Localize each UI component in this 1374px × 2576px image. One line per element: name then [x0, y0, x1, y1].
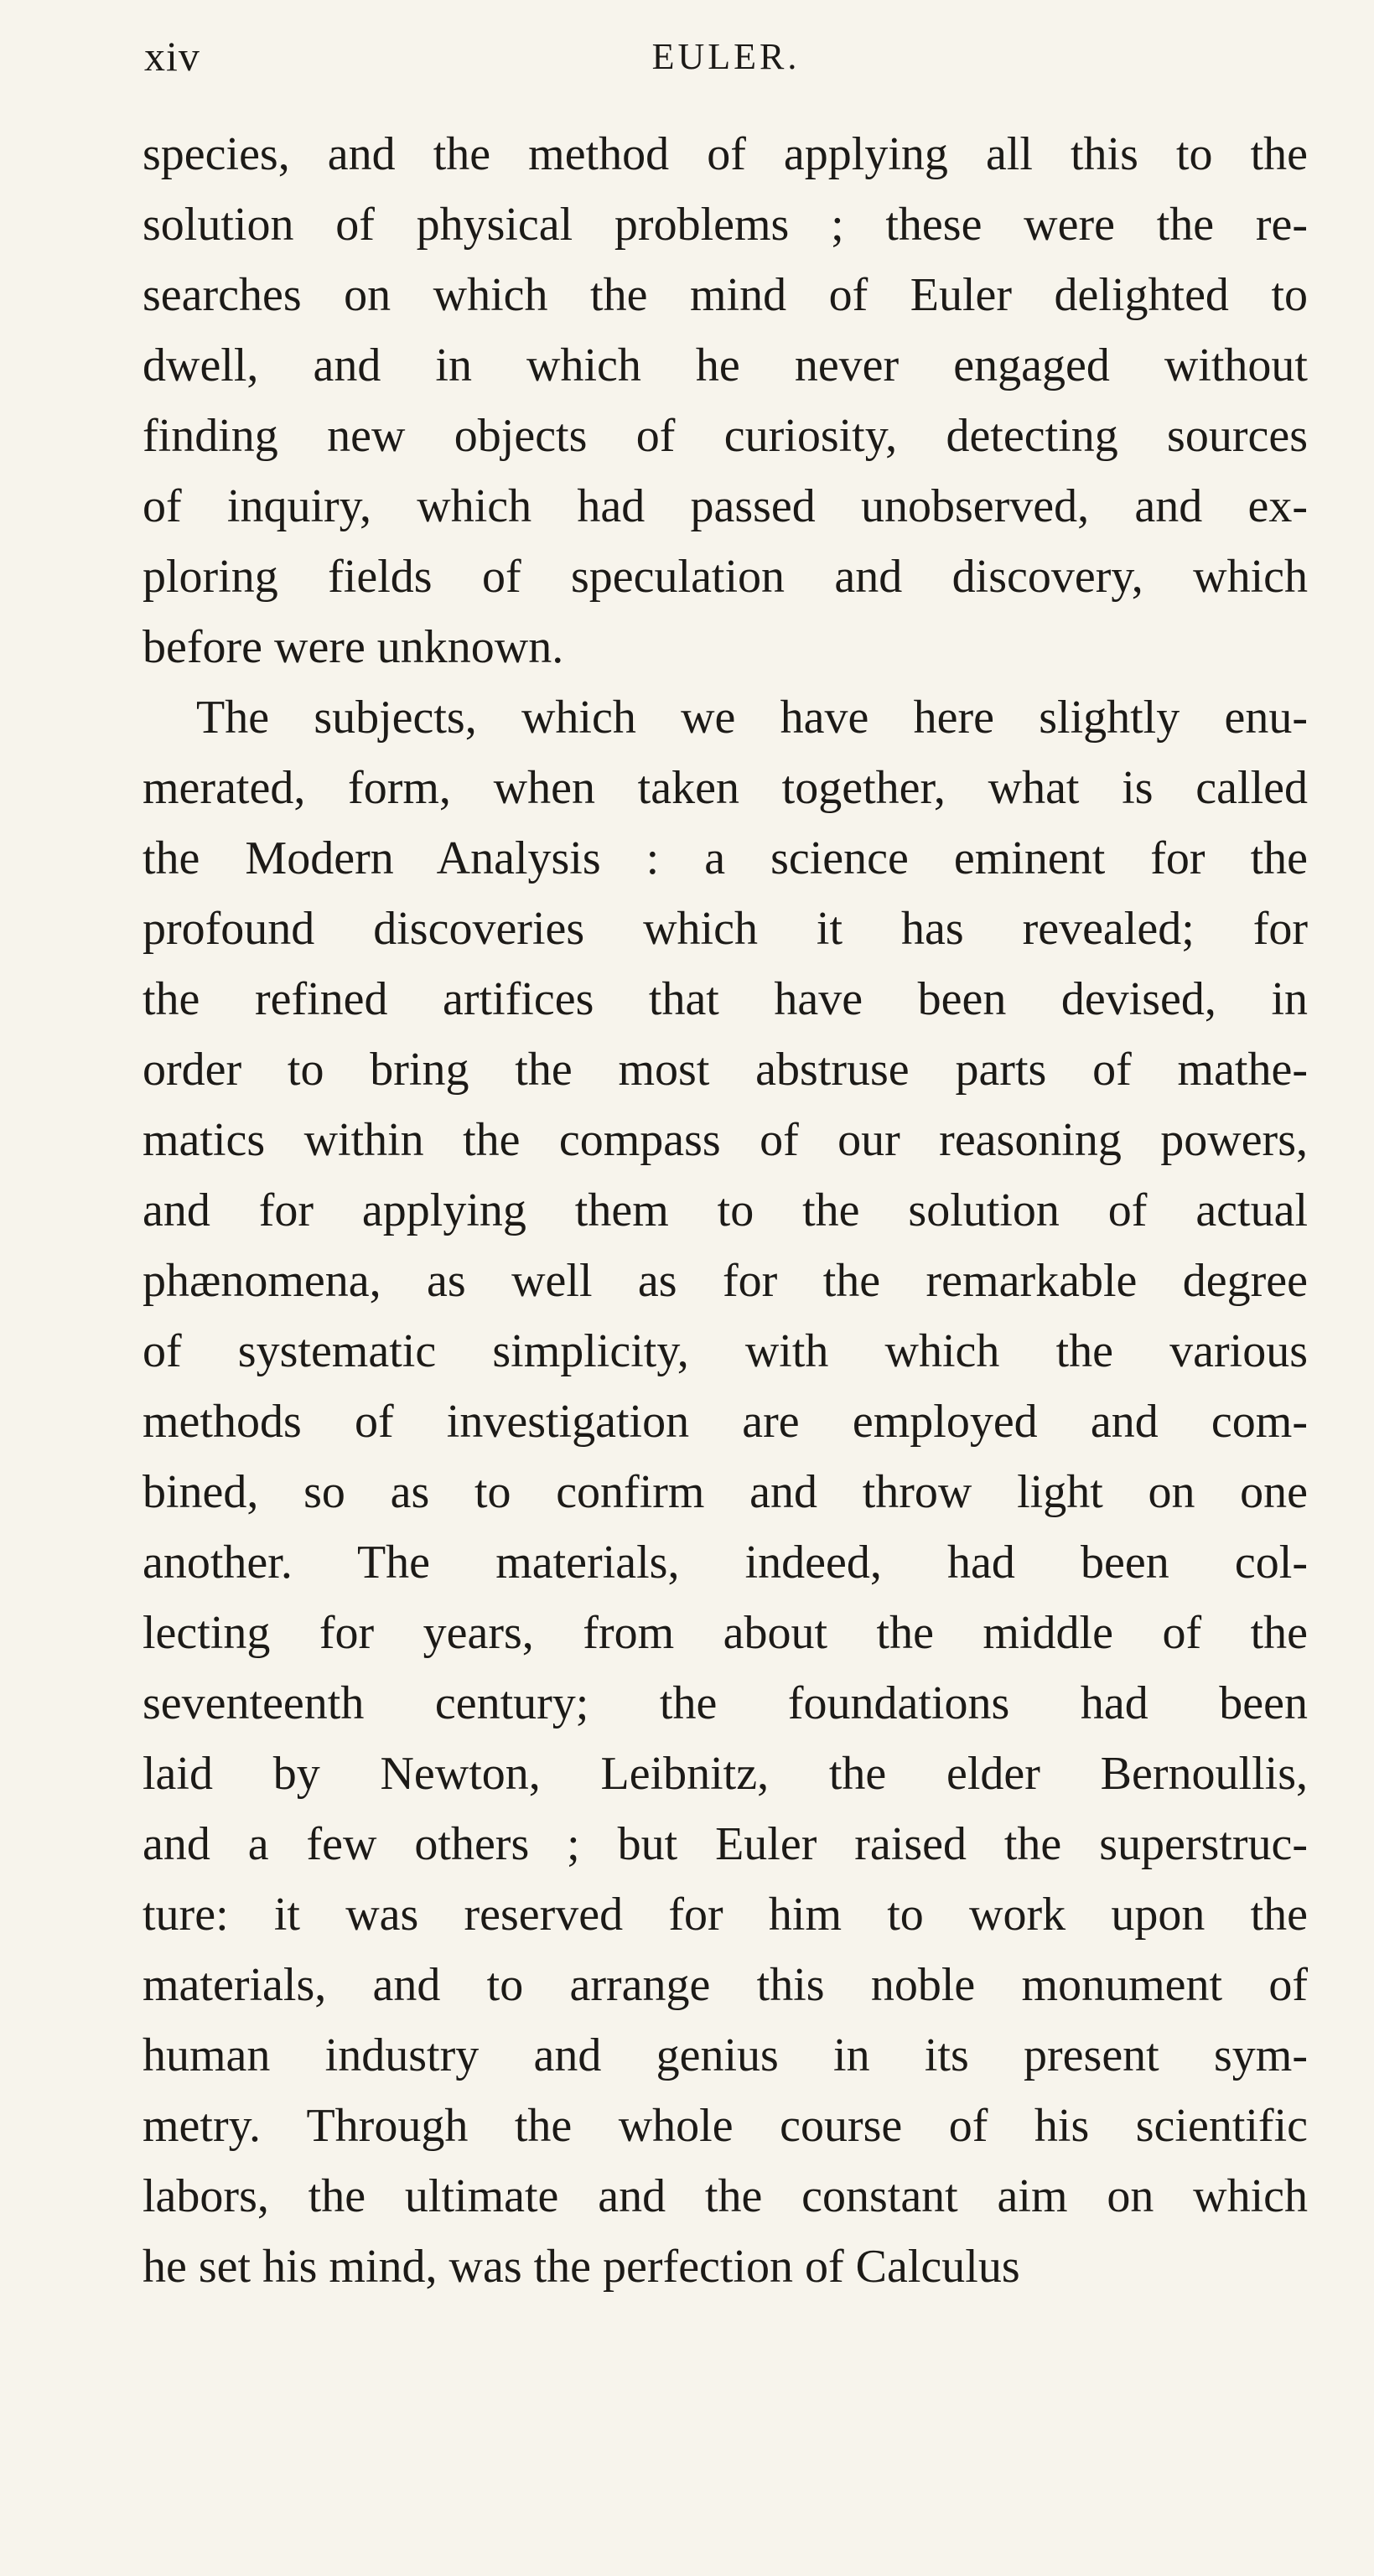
text-line: labors, the ultimate and the constant aim on which	[143, 2170, 1308, 2222]
text-line: finding new objects of curiosity, detecting sources	[143, 410, 1308, 462]
text-line: laid by Newton, Leibnitz, the elder Bernoullis,	[143, 1748, 1308, 1800]
text-line: the Modern Analysis : a science eminent for the	[143, 832, 1308, 884]
text-line: lecting for years, from about the middle of the	[143, 1607, 1308, 1659]
text-line: metry. Through the whole course of his scientific	[143, 2100, 1308, 2152]
text-line: searches on which the mind of Euler delighted to	[143, 269, 1308, 321]
text-line: The subjects, which we have here slightly enu-	[196, 692, 1308, 744]
body-text	[143, 119, 1308, 2302]
text-line: species, and the method of applying all this to the	[143, 128, 1308, 180]
text-line: methods of investigation are employed and com-	[143, 1396, 1308, 1448]
text-line: ture: it was reserved for him to work upon the	[143, 1889, 1308, 1941]
text-line: seventeenth century; the foundations had been	[143, 1677, 1308, 1729]
text-line: before were unknown.	[143, 621, 564, 673]
text-line: of systematic simplicity, with which the various	[143, 1325, 1308, 1377]
running-title: EULER.	[651, 36, 801, 77]
text-line: phænomena, as well as for the remarkable degree	[143, 1255, 1308, 1307]
page-number: xiv	[144, 33, 200, 80]
running-head	[144, 32, 1308, 82]
text-line: and for applying them to the solution of actual	[143, 1184, 1308, 1236]
text-line: the refined artifices that have been devised, in	[143, 973, 1308, 1025]
text-line: matics within the compass of our reasoning powers,	[143, 1114, 1308, 1166]
text-line: ploring fields of speculation and discovery, which	[143, 551, 1308, 603]
text-line: profound discoveries which it has revealed; for	[143, 903, 1308, 955]
text-line: he set his mind, was the perfection of Calculus	[143, 2241, 1020, 2293]
text-line: solution of physical problems ; these were the re-	[143, 199, 1308, 251]
text-line: materials, and to arrange this noble monument of	[143, 1959, 1308, 2011]
text-line: order to bring the most abstruse parts of mathe-	[143, 1044, 1308, 1096]
text-line: another. The materials, indeed, had been col-	[143, 1537, 1308, 1589]
text-line: and a few others ; but Euler raised the superstruc-	[143, 1818, 1308, 1870]
text-line: of inquiry, which had passed unobserved, and ex-	[143, 480, 1308, 532]
text-line: merated, form, when taken together, what is called	[143, 762, 1308, 814]
text-line: dwell, and in which he never engaged without	[143, 339, 1308, 391]
text-line: human industry and genius in its present sym-	[143, 2029, 1308, 2081]
text-line: bined, so as to confirm and throw light on one	[143, 1466, 1308, 1518]
